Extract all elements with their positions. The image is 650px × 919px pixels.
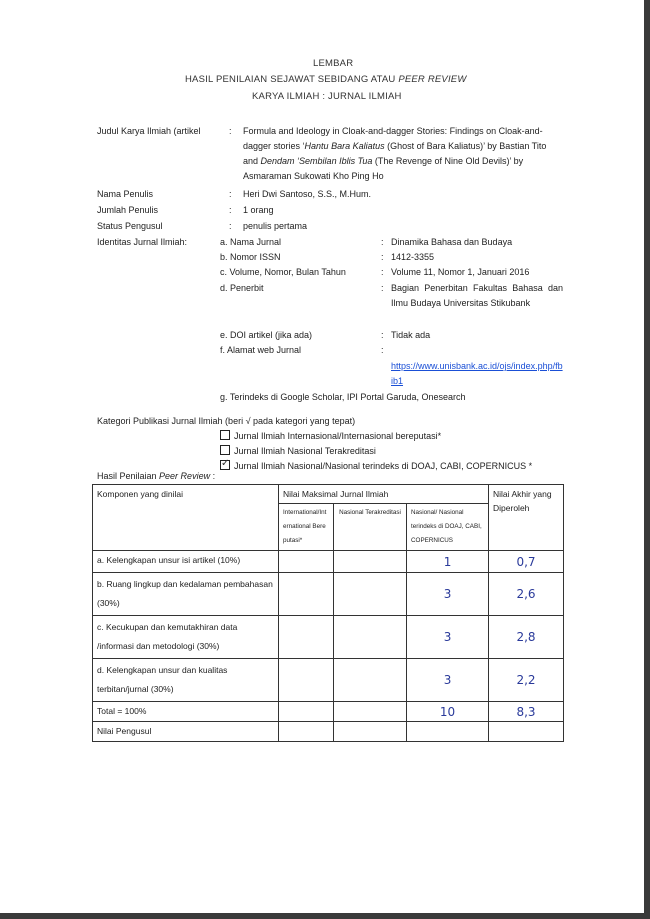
kategori-option-3-label: Jurnal Ilmiah Nasional/Nasional terindeks di DOAJ, CABI, COPERNICUS * <box>234 461 533 471</box>
kategori-option-3[interactable] <box>220 459 532 474</box>
row-cell <box>279 551 334 573</box>
judul-p1: Formula and Ideology in Cloak-and-dagger Stories: Findings on Cloak-and-dagger stories ‘ <box>243 126 543 151</box>
checkbox-icon[interactable] <box>220 430 230 440</box>
identitas-e-colon: : <box>381 330 384 340</box>
header-komponen: Komponen yang dinilai <box>93 485 279 551</box>
row-cell <box>279 722 334 742</box>
row-label: d. Kelengkapan unsur dan kualitas terbitan/jurnal (30%) <box>93 659 279 702</box>
nama-colon: : <box>229 189 232 199</box>
jumlah-value: 1 orang <box>243 205 274 215</box>
peer-review-table <box>92 484 564 742</box>
judul-p3: (Ghost of Bara Kaliatus)’ by Bastian Tito and <box>243 141 547 166</box>
heading-line2 <box>185 74 467 85</box>
identitas-g-label: g. Terindeks di Google Scholar, IPI Portal Garuda, Onesearch <box>220 392 466 402</box>
identitas-b-colon: : <box>381 252 384 262</box>
hasil-title <box>97 469 215 484</box>
row-cell <box>334 573 407 616</box>
heading-peer-review: PEER REVIEW <box>398 74 467 85</box>
identitas-b-label: b. Nomor ISSN <box>220 252 281 262</box>
kategori-option-1-label: Jurnal Ilmiah Internasional/Internasional bereputasi* <box>234 431 442 441</box>
row-max-value: 3 <box>407 616 489 659</box>
row-final-value: 8,3 <box>489 702 564 722</box>
status-value: penulis pertama <box>243 221 308 231</box>
table-row <box>93 722 564 742</box>
row-label: c. Kecukupan dan kemutakhiran data /informasi dan metodologi (30%) <box>93 616 279 659</box>
hasil-title-text: Hasil Penilaian <box>97 471 160 481</box>
header-nilai-maks: Nilai Maksimal Jurnal Ilmiah <box>279 485 489 504</box>
header-international: International/International Bereputasi* <box>279 504 334 551</box>
row-cell <box>334 616 407 659</box>
identitas-c-value: Volume 11, Nomor 1, Januari 2016 <box>391 267 530 277</box>
identitas-d-value: Bagian Penerbitan Fakultas Bahasa dan Ilmu Budaya Universitas Stikubank <box>391 283 563 308</box>
row-cell <box>334 551 407 573</box>
row-cell <box>279 616 334 659</box>
identitas-a-label: a. Nama Jurnal <box>220 237 282 247</box>
heading-line1: LEMBAR <box>313 58 354 69</box>
table-row <box>93 616 564 659</box>
identitas-a-value: Dinamika Bahasa dan Budaya <box>391 237 513 247</box>
hasil-title-end: : <box>210 471 216 481</box>
judul-p4: Dendam ‘Sembilan Iblis Tua <box>260 156 373 166</box>
identitas-a-colon: : <box>381 237 384 247</box>
heading-line3: KARYA ILMIAH : JURNAL ILMIAH <box>252 91 402 102</box>
header-nilai-akhir: Nilai Akhir yang Diperoleh <box>489 485 564 551</box>
judul-p5: (The Revenge of Nine Old Devils)’ by Asmaraman Sukowati Kho Ping Ho <box>243 156 524 181</box>
jumlah-label: Jumlah Penulis <box>97 205 159 215</box>
judul-label: Judul Karya Ilmiah (artikel <box>97 126 201 136</box>
row-label: a. Kelengkapan unsur isi artikel (10%) <box>93 551 279 573</box>
kategori-option-1[interactable] <box>220 429 441 444</box>
kategori-option-2-label: Jurnal Ilmiah Nasional Terakreditasi <box>234 446 376 456</box>
nama-value: Heri Dwi Santoso, S.S., M.Hum. <box>243 189 372 199</box>
journal-web-link[interactable]: https://www.unisbank.ac.id/ojs/index.php/fbib1 <box>391 361 563 386</box>
page-edge-right <box>644 0 650 919</box>
row-final-value: 2,8 <box>489 616 564 659</box>
table-row <box>93 573 564 616</box>
identitas-e-value: Tidak ada <box>391 330 431 340</box>
nama-label: Nama Penulis <box>97 189 154 199</box>
row-cell <box>407 722 489 742</box>
identitas-c-label: c. Volume, Nomor, Bulan Tahun <box>220 267 346 277</box>
identitas-e-label: e. DOI artikel (jika ada) <box>220 330 313 340</box>
identitas-f-colon: : <box>381 345 384 355</box>
row-cell <box>279 702 334 722</box>
row-final-value: 0,7 <box>489 551 564 573</box>
identitas-d-label: d. Penerbit <box>220 283 264 293</box>
page-edge-bottom <box>0 913 650 919</box>
status-label: Status Pengusul <box>97 221 163 231</box>
row-max-value: 10 <box>407 702 489 722</box>
row-cell <box>279 659 334 702</box>
row-label: Total = 100% <box>93 702 279 722</box>
row-max-value: 3 <box>407 659 489 702</box>
identitas-c-colon: : <box>381 267 384 277</box>
table-row <box>93 702 564 722</box>
judul-value <box>243 124 563 184</box>
table-row <box>93 551 564 573</box>
row-max-value: 1 <box>407 551 489 573</box>
row-final-value: 2,6 <box>489 573 564 616</box>
header-terindeks: Nasional/ Nasional terindeks di DOAJ, CABI, COPERNICUS <box>407 504 489 551</box>
status-colon: : <box>229 221 232 231</box>
jumlah-colon: : <box>229 205 232 215</box>
identitas-f-label: f. Alamat web Jurnal <box>220 345 302 355</box>
identitas-d-colon: : <box>381 283 384 293</box>
checkbox-icon[interactable] <box>220 445 230 455</box>
kategori-title: Kategori Publikasi Jurnal Ilmiah (beri √ pada kategori yang tepat) <box>97 416 356 426</box>
kategori-option-2[interactable] <box>220 444 376 459</box>
heading-line2-text: HASIL PENILAIAN SEJAWAT SEBIDANG ATAU <box>185 74 396 85</box>
judul-p2: Hantu Bara Kaliatus <box>304 141 385 151</box>
identitas-b-value: 1412-3355 <box>391 252 435 262</box>
row-final-value: 2,2 <box>489 659 564 702</box>
identitas-label: Identitas Jurnal Ilmiah: <box>97 237 188 247</box>
row-cell <box>334 702 407 722</box>
judul-colon: : <box>229 126 232 136</box>
row-cell <box>334 659 407 702</box>
row-cell <box>489 722 564 742</box>
checked-checkbox-icon[interactable] <box>220 460 230 470</box>
row-label: b. Ruang lingkup dan kedalaman pembahasan (30%) <box>93 573 279 616</box>
table-row <box>93 659 564 702</box>
row-max-value: 3 <box>407 573 489 616</box>
row-cell <box>334 722 407 742</box>
hasil-title-italic: Peer Review <box>159 471 211 481</box>
header-terakreditasi: Nasional Terakreditasi <box>334 504 407 551</box>
row-label: Nilai Pengusul <box>93 722 279 742</box>
row-cell <box>279 573 334 616</box>
